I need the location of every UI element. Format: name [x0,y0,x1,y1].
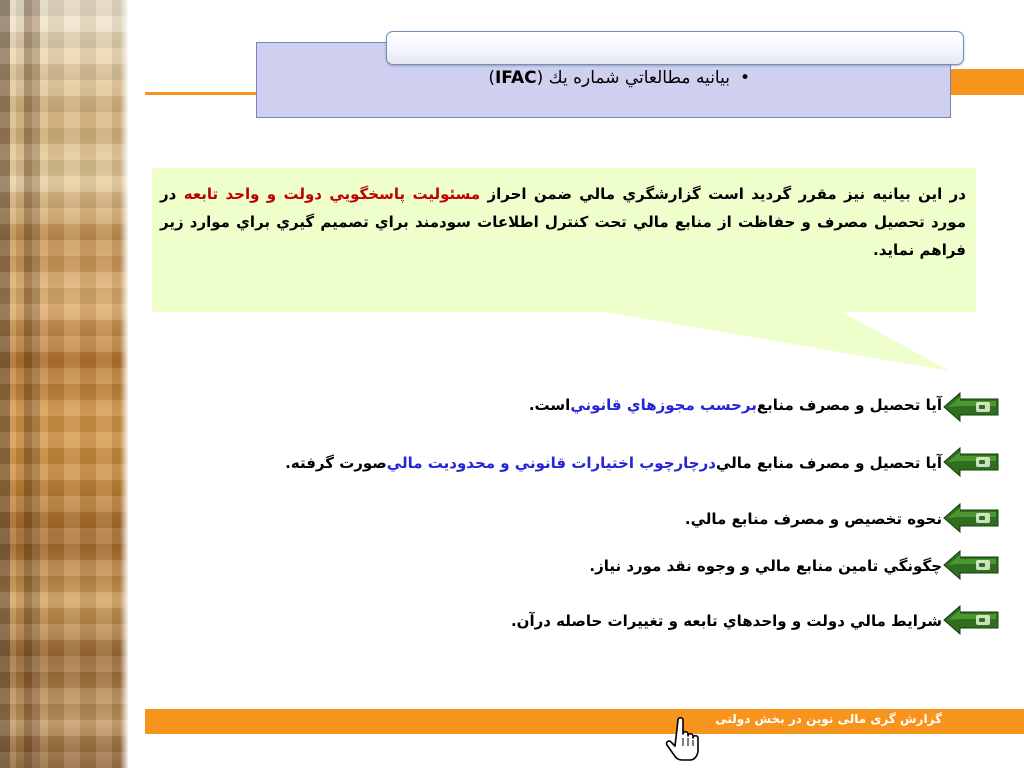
callout-highlight-red: مسئوليت پاسخگويي دولت و واحد تابعه [183,185,481,203]
title-bullet-icon: • [739,68,750,88]
slide-title [400,68,750,96]
green-left-arrow-icon [942,502,1000,534]
callout-part3: در مورد تحصيل مصرف و حفاظت از منابع مالي تحت كنترل اطلاعات سودمند براي تصميم گيري براي موارد زير فراهم نمايد. [160,185,966,259]
title-accent-bar [951,69,1024,95]
title-prefix: بيانيه مطالعاتي شماره يك ( [536,68,730,88]
callout-part1: در اين بيانيه نيز مقرر گرديد است گزارشگري مالي ضمن احراز [480,185,966,203]
list-item: شرايط مالي دولت و واحدهاي تابعه و تغييرات حاصله درآن. [510,612,942,630]
callout-tail [600,311,970,371]
title-accent-line [145,92,257,95]
list-item: چگونگي تامين منابع مالي و وجوه نقد مورد نياز. [589,557,942,575]
title-suffix: ) [488,68,495,88]
list-item: نحوه تخصيص و مصرف منابع مالي. [684,510,942,528]
list-item: آيا تحصيل و مصرف منابع مالي درچارچوب اختيارات قانوني و محدوديت مالي صورت گرفته. [285,454,942,472]
title-bold: IFAC [494,68,537,88]
mosaic-grid-overlay [0,0,128,768]
footer-title: گزارش گری مالی نوین در بخش دولتی [715,712,942,726]
green-left-arrow-icon [942,604,1000,636]
callout-text [160,180,966,264]
green-left-arrow-icon [942,391,1000,423]
list-item: آيا تحصيل و مصرف منابع برحسب مجوزهاي قانوني است. [528,396,942,414]
hand-pointer-icon [664,716,704,764]
mosaic-fade-edge [120,0,128,768]
green-left-arrow-icon [942,446,1000,478]
title-pill-decoration [386,31,964,65]
green-left-arrow-icon [942,549,1000,581]
